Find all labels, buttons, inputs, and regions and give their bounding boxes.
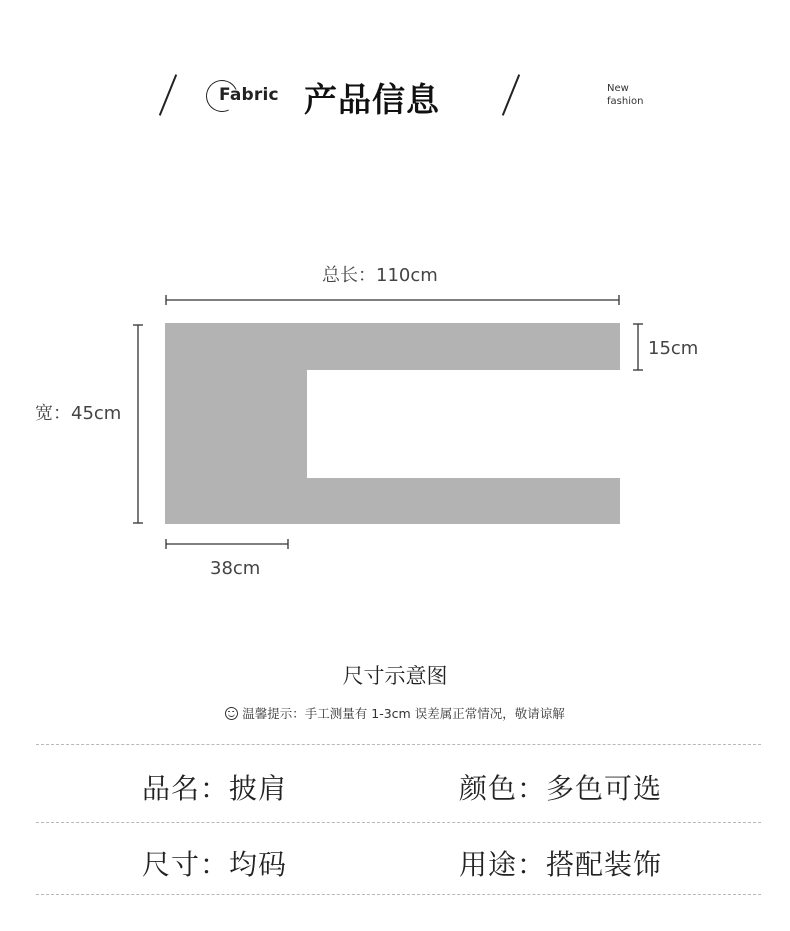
spec-usage: 用途：搭配装饰 xyxy=(459,848,663,881)
spec-product-name: 品名：披肩 xyxy=(142,772,288,805)
measurement-tip xyxy=(0,704,790,722)
divider-1 xyxy=(36,744,761,745)
fabric-label: Fabric xyxy=(219,85,279,105)
width-dimension xyxy=(133,325,143,523)
smile-icon xyxy=(225,707,238,720)
divider-2 xyxy=(36,822,761,823)
side-width-dimension xyxy=(166,539,288,549)
divider-3 xyxy=(36,894,761,895)
total-length-label: 总长：110cm xyxy=(322,265,438,286)
tagline-line2: fashion xyxy=(607,96,644,107)
shawl-shape xyxy=(165,323,620,524)
side-width-label: 38cm xyxy=(210,558,261,579)
measurement-tip-text: 温馨提示：手工测量有 1-3cm 误差属正常情况，敬请谅解 xyxy=(242,706,565,721)
total-length-dimension xyxy=(166,295,619,305)
strip-height-dimension xyxy=(633,324,643,370)
diagram-caption: 尺寸示意图 xyxy=(342,664,448,688)
width-label: 宽：45cm xyxy=(35,403,122,424)
tagline-line1: New xyxy=(607,83,629,94)
spec-size: 尺寸：均码 xyxy=(142,848,288,881)
page-title: 产品信息 xyxy=(304,80,440,119)
strip-height-label: 15cm xyxy=(648,338,699,359)
spec-color: 颜色：多色可选 xyxy=(459,772,663,805)
